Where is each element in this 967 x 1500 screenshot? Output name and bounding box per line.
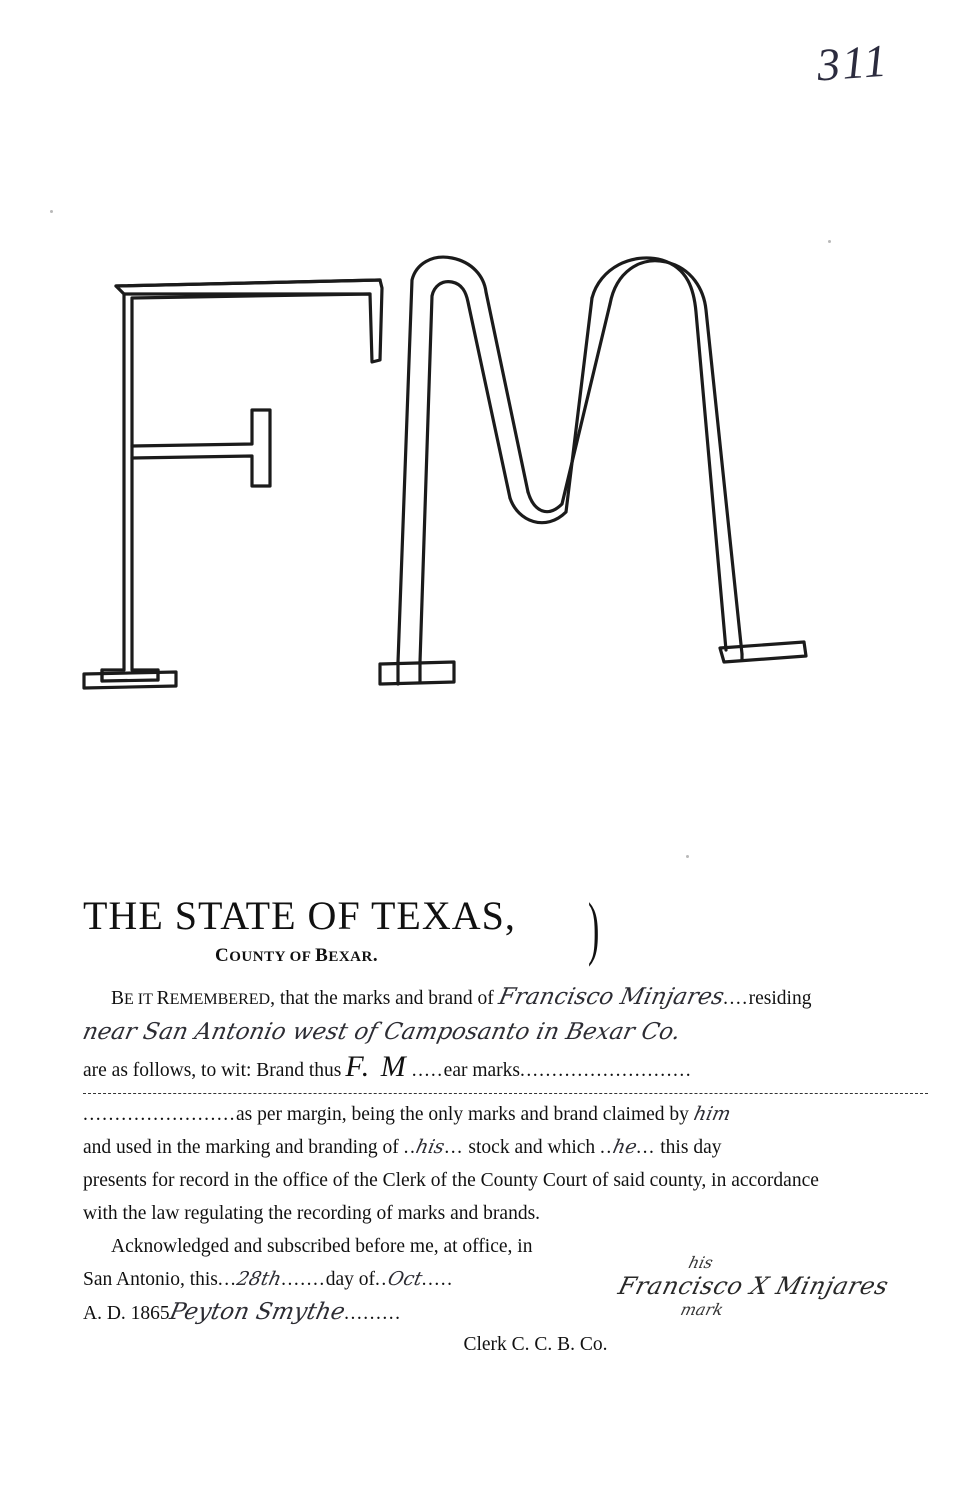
form-body bbox=[80, 889, 928, 1356]
clerk-signature-handwritten: Peyton Smythe bbox=[167, 1299, 348, 1325]
residence-handwritten: near San Antonio west of Camposanto in Bexar Co. bbox=[80, 1019, 683, 1045]
paper-speck bbox=[50, 210, 53, 213]
line-3: are as follows, to wit: Brand thus F. M .....ear marks........................... bbox=[83, 1050, 693, 1083]
clerk-title: Clerk C. C. B. Co. bbox=[463, 1334, 608, 1355]
line-2 bbox=[80, 1016, 928, 1050]
line-5: and used in the marking and branding of ..his... stock and which ..he... this day bbox=[83, 1131, 928, 1164]
he-handwritten: he bbox=[610, 1136, 639, 1158]
line-10: A. D. 1865Peyton Smythe......... bbox=[83, 1296, 928, 1330]
signature-name: Francisco X Minjares bbox=[615, 1272, 892, 1300]
owner-signature-block bbox=[615, 1253, 892, 1319]
brand-letter-f bbox=[84, 280, 382, 688]
his-handwritten: his bbox=[414, 1136, 447, 1158]
line-6: presents for record in the office of the Clerk of the County Court of said county, in accordance bbox=[83, 1170, 819, 1191]
claimed-by-handwritten: him bbox=[691, 1103, 733, 1125]
signature-his-label: his bbox=[686, 1253, 715, 1272]
state-title: THE STATE OF TEXAS, ) bbox=[83, 889, 600, 968]
day-handwritten: 28th bbox=[234, 1268, 284, 1290]
brand-drawing bbox=[80, 250, 940, 720]
signature-mark-label: mark bbox=[678, 1300, 726, 1319]
county-title: COUNTY OF BEXAR. bbox=[215, 945, 379, 966]
paper-speck bbox=[828, 240, 831, 243]
line-8: Acknowledged and subscribed before me, at office, in bbox=[111, 1236, 533, 1257]
line-9: San Antonio, this...28th.......day of..Oct..... bbox=[83, 1263, 928, 1296]
month-handwritten: Oct bbox=[385, 1268, 425, 1290]
divider bbox=[83, 1093, 928, 1094]
page-number: 311 bbox=[815, 34, 891, 91]
line-4: ........................as per margin, being the only marks and brand claimed by him bbox=[83, 1098, 928, 1131]
brand-thus-handwritten: F. M bbox=[345, 1050, 408, 1083]
line-1: BE IT REMEMBERED, that the marks and brand of Francisco Minjares....residing bbox=[83, 981, 928, 1016]
owner-name-handwritten: Francisco Minjares bbox=[495, 984, 726, 1010]
brand-letter-m bbox=[380, 257, 806, 684]
title-brace: ) bbox=[588, 889, 600, 968]
line-7: with the law regulating the recording of marks and brands. bbox=[83, 1203, 541, 1224]
paper-speck bbox=[686, 855, 689, 858]
